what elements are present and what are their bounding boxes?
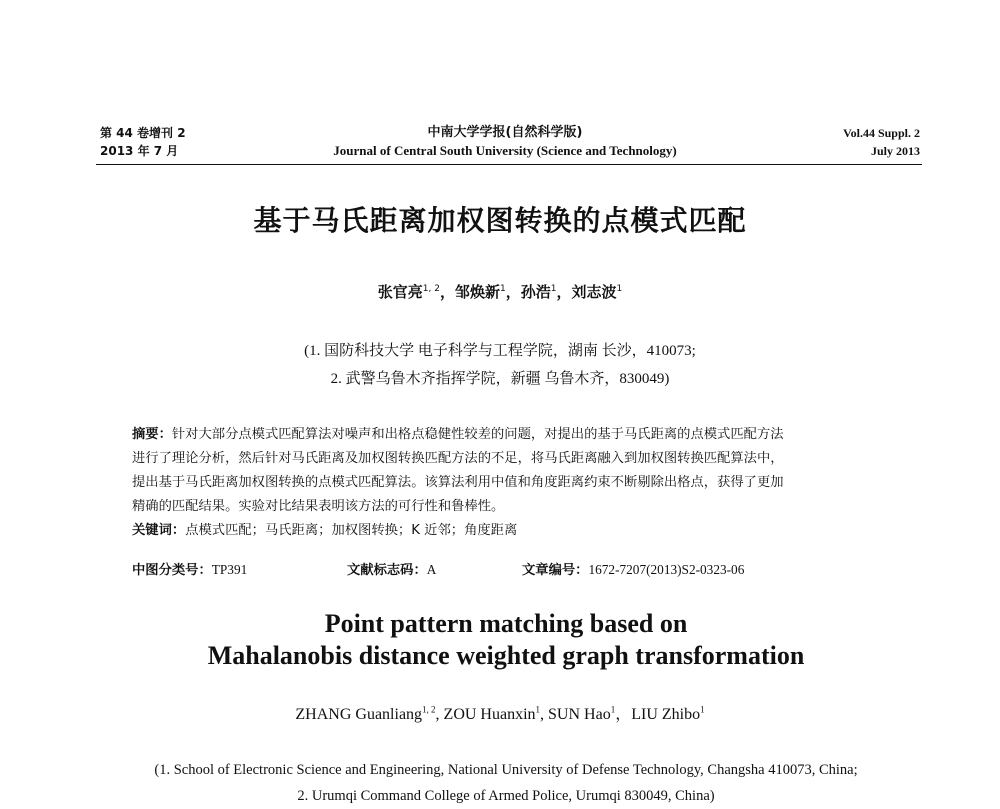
zh-author-separator: ， — [439, 283, 455, 301]
en-author-name: LIU Zhibo — [631, 706, 701, 723]
publication-date-zh: 2013 年 7 月 — [100, 144, 179, 158]
article-number — [522, 560, 744, 581]
paper-title-en-line: Point pattern matching based on — [324, 609, 688, 638]
keywords-label: 关键词： — [132, 523, 186, 538]
zh-author-separator: ， — [505, 283, 521, 301]
zh-author — [378, 283, 455, 301]
clc-label: 中图分类号： — [132, 563, 212, 578]
journal-name-zh: 中南大学学报(自然科学版) — [427, 125, 583, 140]
abstract-line: 精确的匹配结果。实验对比结果表明该方法的可行性和鲁棒性。 — [132, 499, 505, 514]
zh-author-affiliation-mark: 1 — [616, 284, 623, 294]
zh-author-separator: ， — [556, 283, 572, 301]
en-author-separator: ， — [615, 706, 632, 723]
paper-title-en-line: Mahalanobis distance weighted graph transformation — [207, 641, 805, 670]
abstract-text: 针对大部分点模式匹配算法对噪声和出格点稳健性较差的问题，对提出的基于马氏距离的点模式匹配方法 — [171, 427, 784, 442]
article-number-label: 文章编号： — [522, 563, 589, 578]
journal-volume-info-en — [843, 124, 920, 160]
zh-author-affiliation-mark: 1, 2 — [422, 284, 440, 294]
volume-issue: 第 44 卷增刊 2 — [100, 126, 186, 140]
en-author-affiliation-mark: 1, 2 — [422, 704, 436, 715]
zh-author — [521, 283, 572, 301]
en-author — [631, 706, 704, 723]
en-author-affiliation-mark: 1 — [700, 704, 705, 715]
doc-code-label: 文献标志码： — [347, 563, 427, 578]
affiliation-zh-line: 2. 武警乌鲁木齐指挥学院，新疆 乌鲁木齐，830049) — [330, 371, 670, 387]
keywords-line — [132, 519, 892, 543]
affiliation-en-line: (1. School of Electronic Science and Engineering, National University of Defense Technology, Changsha 410073, China; — [154, 762, 858, 778]
en-author-affiliation-mark: 1 — [535, 704, 541, 715]
header-rule — [96, 164, 922, 165]
zh-author-affiliation-mark: 1 — [499, 284, 506, 294]
affiliations-en — [0, 757, 1000, 809]
en-author-name: SUN Hao — [548, 706, 611, 723]
clc-number — [132, 560, 247, 581]
en-author-separator: , — [540, 706, 549, 723]
zh-author-name: 邹焕新 — [454, 283, 500, 301]
keywords-text: 点模式匹配；马氏距离；加权图转换；K 近邻；角度距离 — [185, 523, 518, 538]
abstract-line: 提出基于马氏距离加权图转换的点模式匹配算法。该算法利用中值和角度距离约束不断剔除出格点，获得了更加 — [132, 475, 784, 490]
abstract-line — [132, 423, 892, 447]
zh-author-name: 刘志波 — [571, 283, 617, 301]
paper-title-en — [0, 608, 1000, 672]
document-code — [347, 560, 436, 581]
doc-code-value: A — [426, 562, 437, 577]
article-number-value: 1672-7207(2013)S2-0323-06 — [588, 562, 745, 577]
clc-value: TP391 — [211, 562, 248, 577]
affiliation-en-line: 2. Urumqi Command College of Armed Police, Urumqi 830049, China) — [297, 788, 715, 804]
abstract-zh — [132, 423, 892, 543]
zh-author-affiliation-mark: 1 — [550, 284, 557, 294]
zh-author — [572, 283, 623, 301]
en-author — [295, 706, 443, 723]
affiliations-zh — [0, 337, 1000, 393]
journal-name-en: Journal of Central South University (Science and Technology) — [333, 143, 677, 158]
publication-date-en: July 2013 — [870, 144, 920, 158]
authors-en — [0, 701, 1000, 724]
en-author — [548, 706, 631, 723]
journal-volume-info — [100, 124, 186, 160]
affiliation-zh-line: (1. 国防科技大学 电子科学与工程学院，湖南 长沙，410073; — [304, 343, 696, 359]
en-author-affiliation-mark: 1 — [610, 704, 616, 715]
abstract-line: 进行了理论分析，然后针对马氏距离及加权图转换匹配方法的不足，将马氏距离融入到加权图转换匹配算法中， — [132, 451, 784, 466]
en-author — [444, 706, 548, 723]
zh-author-name: 孙浩 — [520, 283, 551, 301]
en-author-name: ZOU Huanxin — [443, 706, 536, 723]
authors-zh — [0, 281, 1000, 302]
volume-suppl-en: Vol.44 Suppl. 2 — [843, 126, 920, 140]
paper-title-zh: 基于马氏距离加权图转换的点模式匹配 — [253, 204, 747, 237]
zh-author — [455, 283, 521, 301]
abstract-label: 摘要： — [132, 427, 172, 442]
en-author-separator: , — [435, 706, 444, 723]
en-author-name: ZHANG Guanliang — [295, 706, 423, 723]
zh-author-name: 张官亮 — [377, 283, 423, 301]
journal-name — [240, 124, 770, 160]
